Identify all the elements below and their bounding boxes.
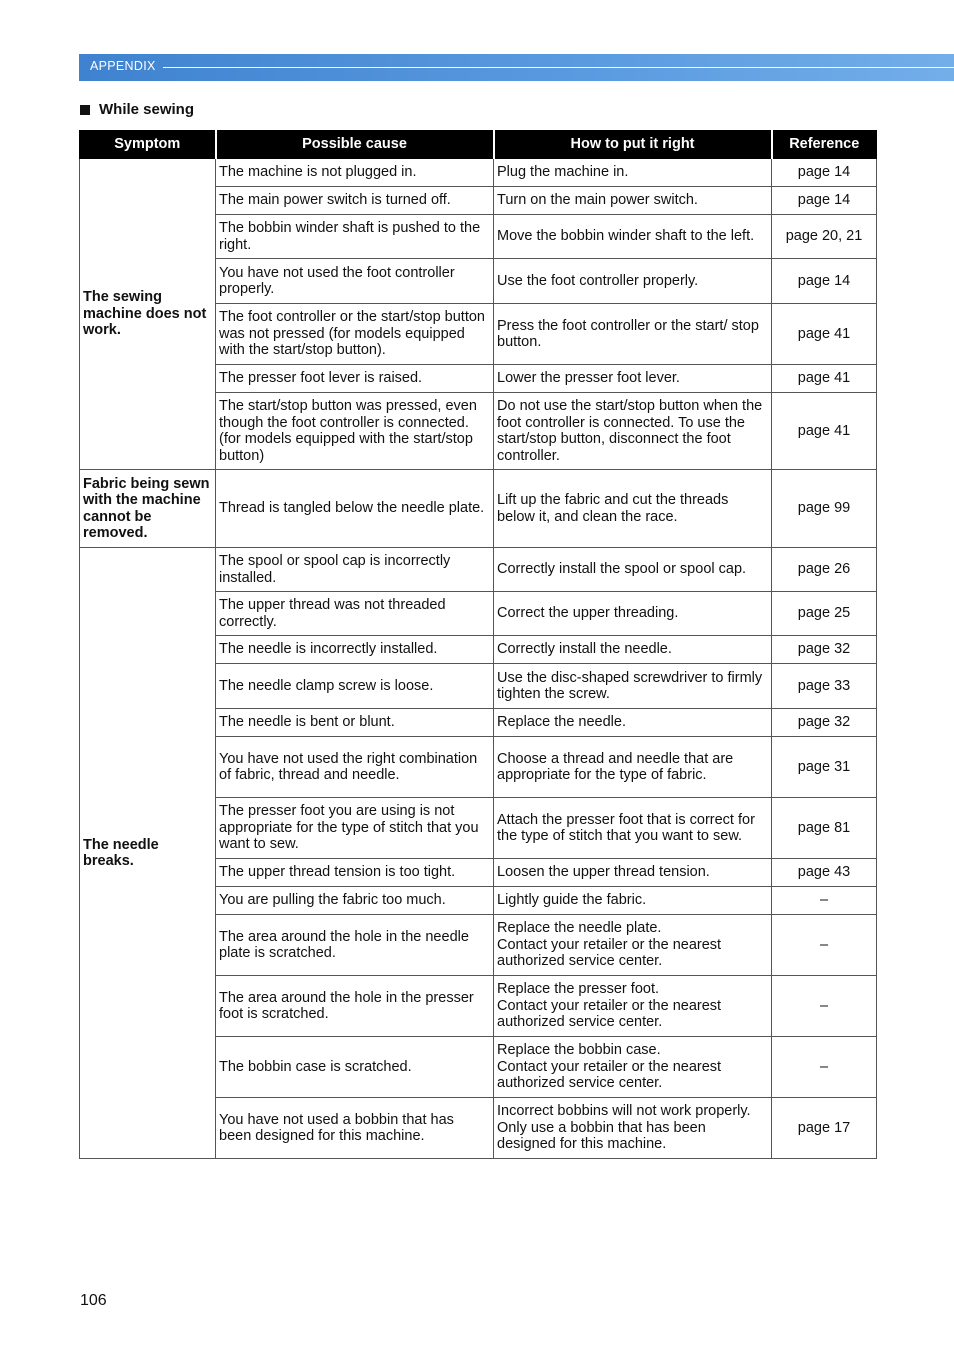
cause-cell: The area around the hole in the needle plate is scratched. xyxy=(216,915,494,976)
cause-cell: The needle is incorrectly installed. xyxy=(216,636,494,664)
header-divider xyxy=(163,67,954,68)
symptom-cell: The sewing machine does not work. xyxy=(80,159,216,470)
reference-cell: page 14 xyxy=(772,187,877,215)
appendix-label: APPENDIX xyxy=(90,59,156,73)
troubleshooting-table xyxy=(79,130,877,1159)
fix-cell: Use the disc-shaped screwdriver to firmly tighten the screw. xyxy=(494,664,772,709)
fix-cell: Do not use the start/stop button when the foot controller is connected. To use the start/stop button, disconnect the foot controller. xyxy=(494,393,772,470)
cause-cell: You have not used the right combination of fabric, thread and needle. xyxy=(216,737,494,798)
reference-cell: page 81 xyxy=(772,798,877,859)
reference-cell: page 41 xyxy=(772,393,877,470)
fix-cell: Correctly install the spool or spool cap. xyxy=(494,548,772,592)
cause-cell: The spool or spool cap is incorrectly installed. xyxy=(216,548,494,592)
table-body xyxy=(80,159,877,1159)
cause-cell: You have not used a bobbin that has been designed for this machine. xyxy=(216,1098,494,1159)
reference-cell: – xyxy=(772,915,877,976)
fix-cell: Replace the bobbin case. Contact your retailer or the nearest authorized service center. xyxy=(494,1037,772,1098)
cause-cell: The upper thread tension is too tight. xyxy=(216,859,494,887)
fix-cell: Correct the upper threading. xyxy=(494,592,772,636)
reference-cell: page 32 xyxy=(772,636,877,664)
fix-cell: Loosen the upper thread tension. xyxy=(494,859,772,887)
fix-cell: Correctly install the needle. xyxy=(494,636,772,664)
fix-cell: Replace the presser foot. Contact your retailer or the nearest authorized service center. xyxy=(494,976,772,1037)
fix-cell: Lightly guide the fabric. xyxy=(494,887,772,915)
cause-cell: The bobbin winder shaft is pushed to the right. xyxy=(216,215,494,259)
cause-cell: You are pulling the fabric too much. xyxy=(216,887,494,915)
cause-cell: The main power switch is turned off. xyxy=(216,187,494,215)
cause-cell: The start/stop button was pressed, even though the foot controller is connected. (for models equipped with the start/stop button) xyxy=(216,393,494,470)
fix-cell: Choose a thread and needle that are appropriate for the type of fabric. xyxy=(494,737,772,798)
table-row xyxy=(80,548,877,592)
reference-cell: page 99 xyxy=(772,470,877,548)
symptom-cell: The needle breaks. xyxy=(80,548,216,1159)
column-header-cause: Possible cause xyxy=(216,131,494,159)
reference-cell: page 41 xyxy=(772,365,877,393)
reference-cell: page 31 xyxy=(772,737,877,798)
reference-cell: page 26 xyxy=(772,548,877,592)
fix-cell: Replace the needle plate. Contact your retailer or the nearest authorized service center. xyxy=(494,915,772,976)
fix-cell: Lift up the fabric and cut the threads below it, and clean the race. xyxy=(494,470,772,548)
reference-cell: – xyxy=(772,1037,877,1098)
square-bullet-icon xyxy=(80,105,90,115)
symptom-cell: Fabric being sewn with the machine cannot be removed. xyxy=(80,470,216,548)
reference-cell: page 20, 21 xyxy=(772,215,877,259)
section-title-text: While sewing xyxy=(99,101,195,118)
reference-cell: page 17 xyxy=(772,1098,877,1159)
cause-cell: The machine is not plugged in. xyxy=(216,159,494,187)
reference-cell: page 43 xyxy=(772,859,877,887)
cause-cell: The foot controller or the start/stop button was not pressed (for models equipped with the start/stop button). xyxy=(216,304,494,365)
column-header-symptom: Symptom xyxy=(80,131,216,159)
reference-cell: – xyxy=(772,976,877,1037)
table-row xyxy=(80,159,877,187)
section-heading xyxy=(80,101,194,118)
reference-cell: – xyxy=(772,887,877,915)
fix-cell: Use the foot controller properly. xyxy=(494,259,772,304)
cause-cell: The needle is bent or blunt. xyxy=(216,709,494,737)
reference-cell: page 33 xyxy=(772,664,877,709)
column-header-fix: How to put it right xyxy=(494,131,772,159)
fix-cell: Move the bobbin winder shaft to the left. xyxy=(494,215,772,259)
reference-cell: page 14 xyxy=(772,259,877,304)
page-number: 106 xyxy=(80,1292,107,1309)
cause-cell: The presser foot you are using is not appropriate for the type of stitch that you want to sew. xyxy=(216,798,494,859)
cause-cell: Thread is tangled below the needle plate. xyxy=(216,470,494,548)
reference-cell: page 32 xyxy=(772,709,877,737)
table-row xyxy=(80,470,877,548)
fix-cell: Incorrect bobbins will not work properly. Only use a bobbin that has been designed for this machine. xyxy=(494,1098,772,1159)
fix-cell: Replace the needle. xyxy=(494,709,772,737)
cause-cell: The area around the hole in the presser foot is scratched. xyxy=(216,976,494,1037)
cause-cell: The needle clamp screw is loose. xyxy=(216,664,494,709)
cause-cell: The bobbin case is scratched. xyxy=(216,1037,494,1098)
fix-cell: Lower the presser foot lever. xyxy=(494,365,772,393)
fix-cell: Turn on the main power switch. xyxy=(494,187,772,215)
table-header-row xyxy=(80,131,877,159)
cause-cell: The presser foot lever is raised. xyxy=(216,365,494,393)
cause-cell: The upper thread was not threaded correctly. xyxy=(216,592,494,636)
column-header-reference: Reference xyxy=(772,131,877,159)
reference-cell: page 41 xyxy=(772,304,877,365)
reference-cell: page 25 xyxy=(772,592,877,636)
appendix-header-bar xyxy=(79,54,954,81)
fix-cell: Attach the presser foot that is correct for the type of stitch that you want to sew. xyxy=(494,798,772,859)
fix-cell: Plug the machine in. xyxy=(494,159,772,187)
fix-cell: Press the foot controller or the start/ stop button. xyxy=(494,304,772,365)
cause-cell: You have not used the foot controller properly. xyxy=(216,259,494,304)
reference-cell: page 14 xyxy=(772,159,877,187)
